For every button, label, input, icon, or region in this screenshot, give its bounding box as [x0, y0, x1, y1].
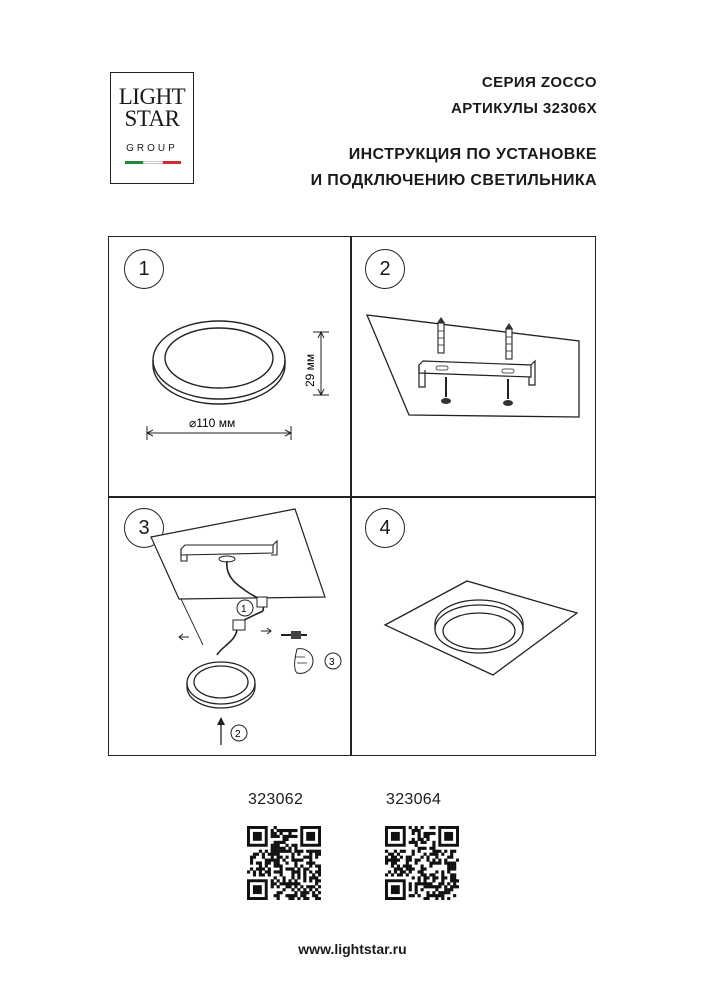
model-number-1: 323062: [248, 791, 304, 808]
article-numbers: АРТИКУЛЫ 32306X: [451, 100, 597, 117]
height-dimension-label: 29 мм: [303, 353, 317, 387]
step-2-number: 2: [365, 249, 405, 289]
step-2-bracket-mounting-drawing: [351, 237, 595, 495]
flag-green: [125, 161, 143, 164]
step-1-number: 1: [124, 249, 164, 289]
step-3-wiring-drawing: [109, 497, 349, 755]
flag-red: [163, 161, 181, 164]
sub-step-2-label: 2: [235, 729, 241, 740]
italian-flag-stripe: [125, 161, 181, 164]
qr-code-323062[interactable]: [247, 826, 321, 900]
sub-step-3-label: 3: [329, 657, 335, 668]
step-4-number: 4: [365, 508, 405, 548]
model-number-2: 323064: [386, 791, 442, 808]
sub-step-1-label: 1: [241, 604, 247, 615]
qr-code-323064[interactable]: [385, 826, 459, 900]
logo-line1: LIGHT: [118, 84, 186, 109]
logo-line2: STAR: [124, 106, 180, 131]
flag-white: [143, 161, 163, 164]
step-3-number: 3: [124, 508, 164, 548]
wall-dowel-right: [505, 323, 513, 359]
instruction-title-line2: И ПОДКЛЮЧЕНИЮ СВЕТИЛЬНИКА: [310, 172, 597, 189]
diameter-dimension-label: ⌀110 мм: [189, 416, 236, 430]
instruction-title-line1: ИНСТРУКЦИЯ ПО УСТАНОВКЕ: [348, 146, 597, 163]
website-link[interactable]: www.lightstar.ru: [298, 941, 407, 957]
series-name: СЕРИЯ ZOCCO: [481, 74, 597, 91]
step-4-mounted-drawing: [351, 497, 595, 755]
wall-dowel-left: [437, 317, 445, 353]
logo-line3: GROUP: [126, 143, 178, 154]
step-1-dimensions-drawing: [109, 237, 349, 495]
brand-logo: [110, 72, 194, 184]
